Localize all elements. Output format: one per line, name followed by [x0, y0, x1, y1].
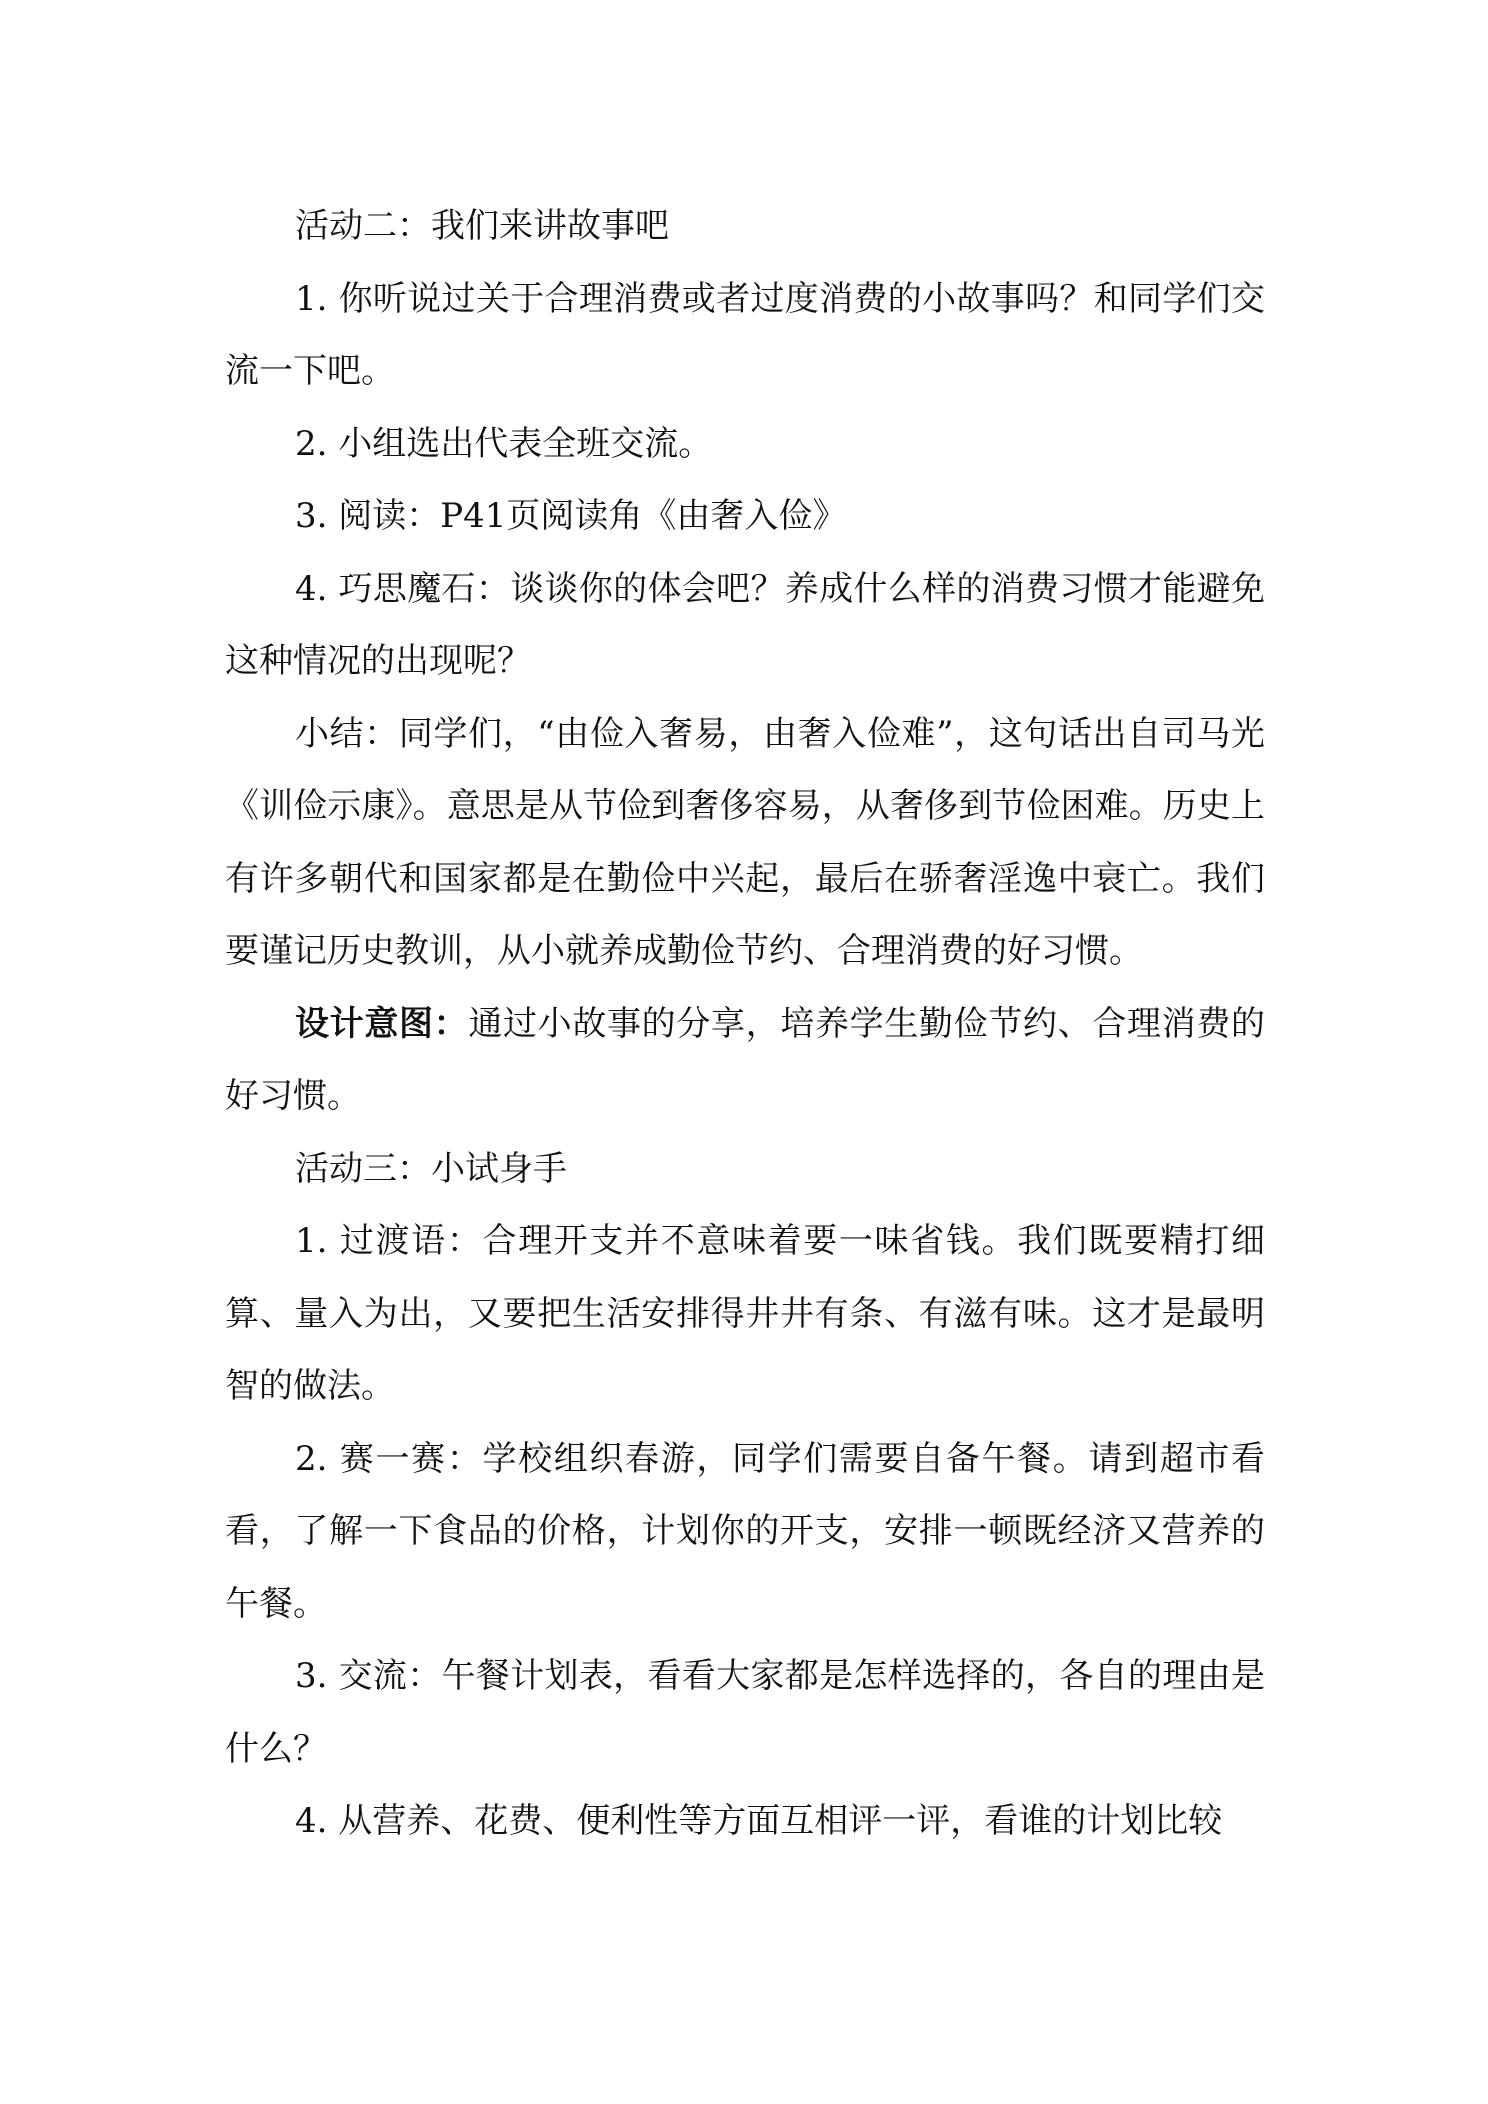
list-item: 1. 过渡语：合理开支并不意味着要一味省钱。我们既要精打细算、量入为出，又要把生活安排得井井有条、有滋有味。这才是最明智的做法。	[225, 1221, 1265, 1406]
list-item: 4. 巧思魔石：谈谈你的体会吧？养成什么样的消费习惯才能避免这种情况的出现呢？	[225, 568, 1265, 681]
activity-two-heading: 活动二：我们来讲故事吧	[295, 206, 669, 246]
summary-paragraph: 小结：同学们，“由俭入奢易，由奢入俭难”，这句话出自司马光《训俭示康》。意思是从节俭到奢侈容易，从奢侈到节俭困难。历史上有许多朝代和国家都是在勤俭中兴起，最后在骄奢淫逸中衰亡。我们要谨记历史教训，从小就养成勤俭节约、合理消费的好习惯。	[225, 713, 1265, 971]
list-item: 2. 小组选出代表全班交流。	[295, 423, 713, 464]
document-body	[225, 190, 1265, 1858]
list-item: 3. 阅读：P41页阅读角《由奢入俭》	[295, 496, 847, 536]
list-item: 4. 从营养、花费、便利性等方面互相评一评，看谁的计划比较	[295, 1801, 1223, 1841]
activity-three-heading: 活动三：小试身手	[295, 1148, 567, 1189]
design-intent-paragraph	[225, 988, 1265, 1133]
list-item: 1. 你听说过关于合理消费或者过度消费的小故事吗？和同学们交流一下吧。	[225, 278, 1265, 391]
design-intent-text: 通过小故事的分享，培养学生勤俭节约、合理消费的好习惯。	[225, 1003, 1266, 1116]
list-item: 2. 赛一赛：学校组织春游，同学们需要自备午餐。请到超市看看，了解一下食品的价格，计划你的开支，安排一顿既经济又营养的午餐。	[225, 1438, 1265, 1624]
design-intent-label: 设计意图：	[295, 1003, 469, 1044]
list-item: 3. 交流：午餐计划表，看看大家都是怎样选择的，各自的理由是什么？	[225, 1656, 1265, 1769]
